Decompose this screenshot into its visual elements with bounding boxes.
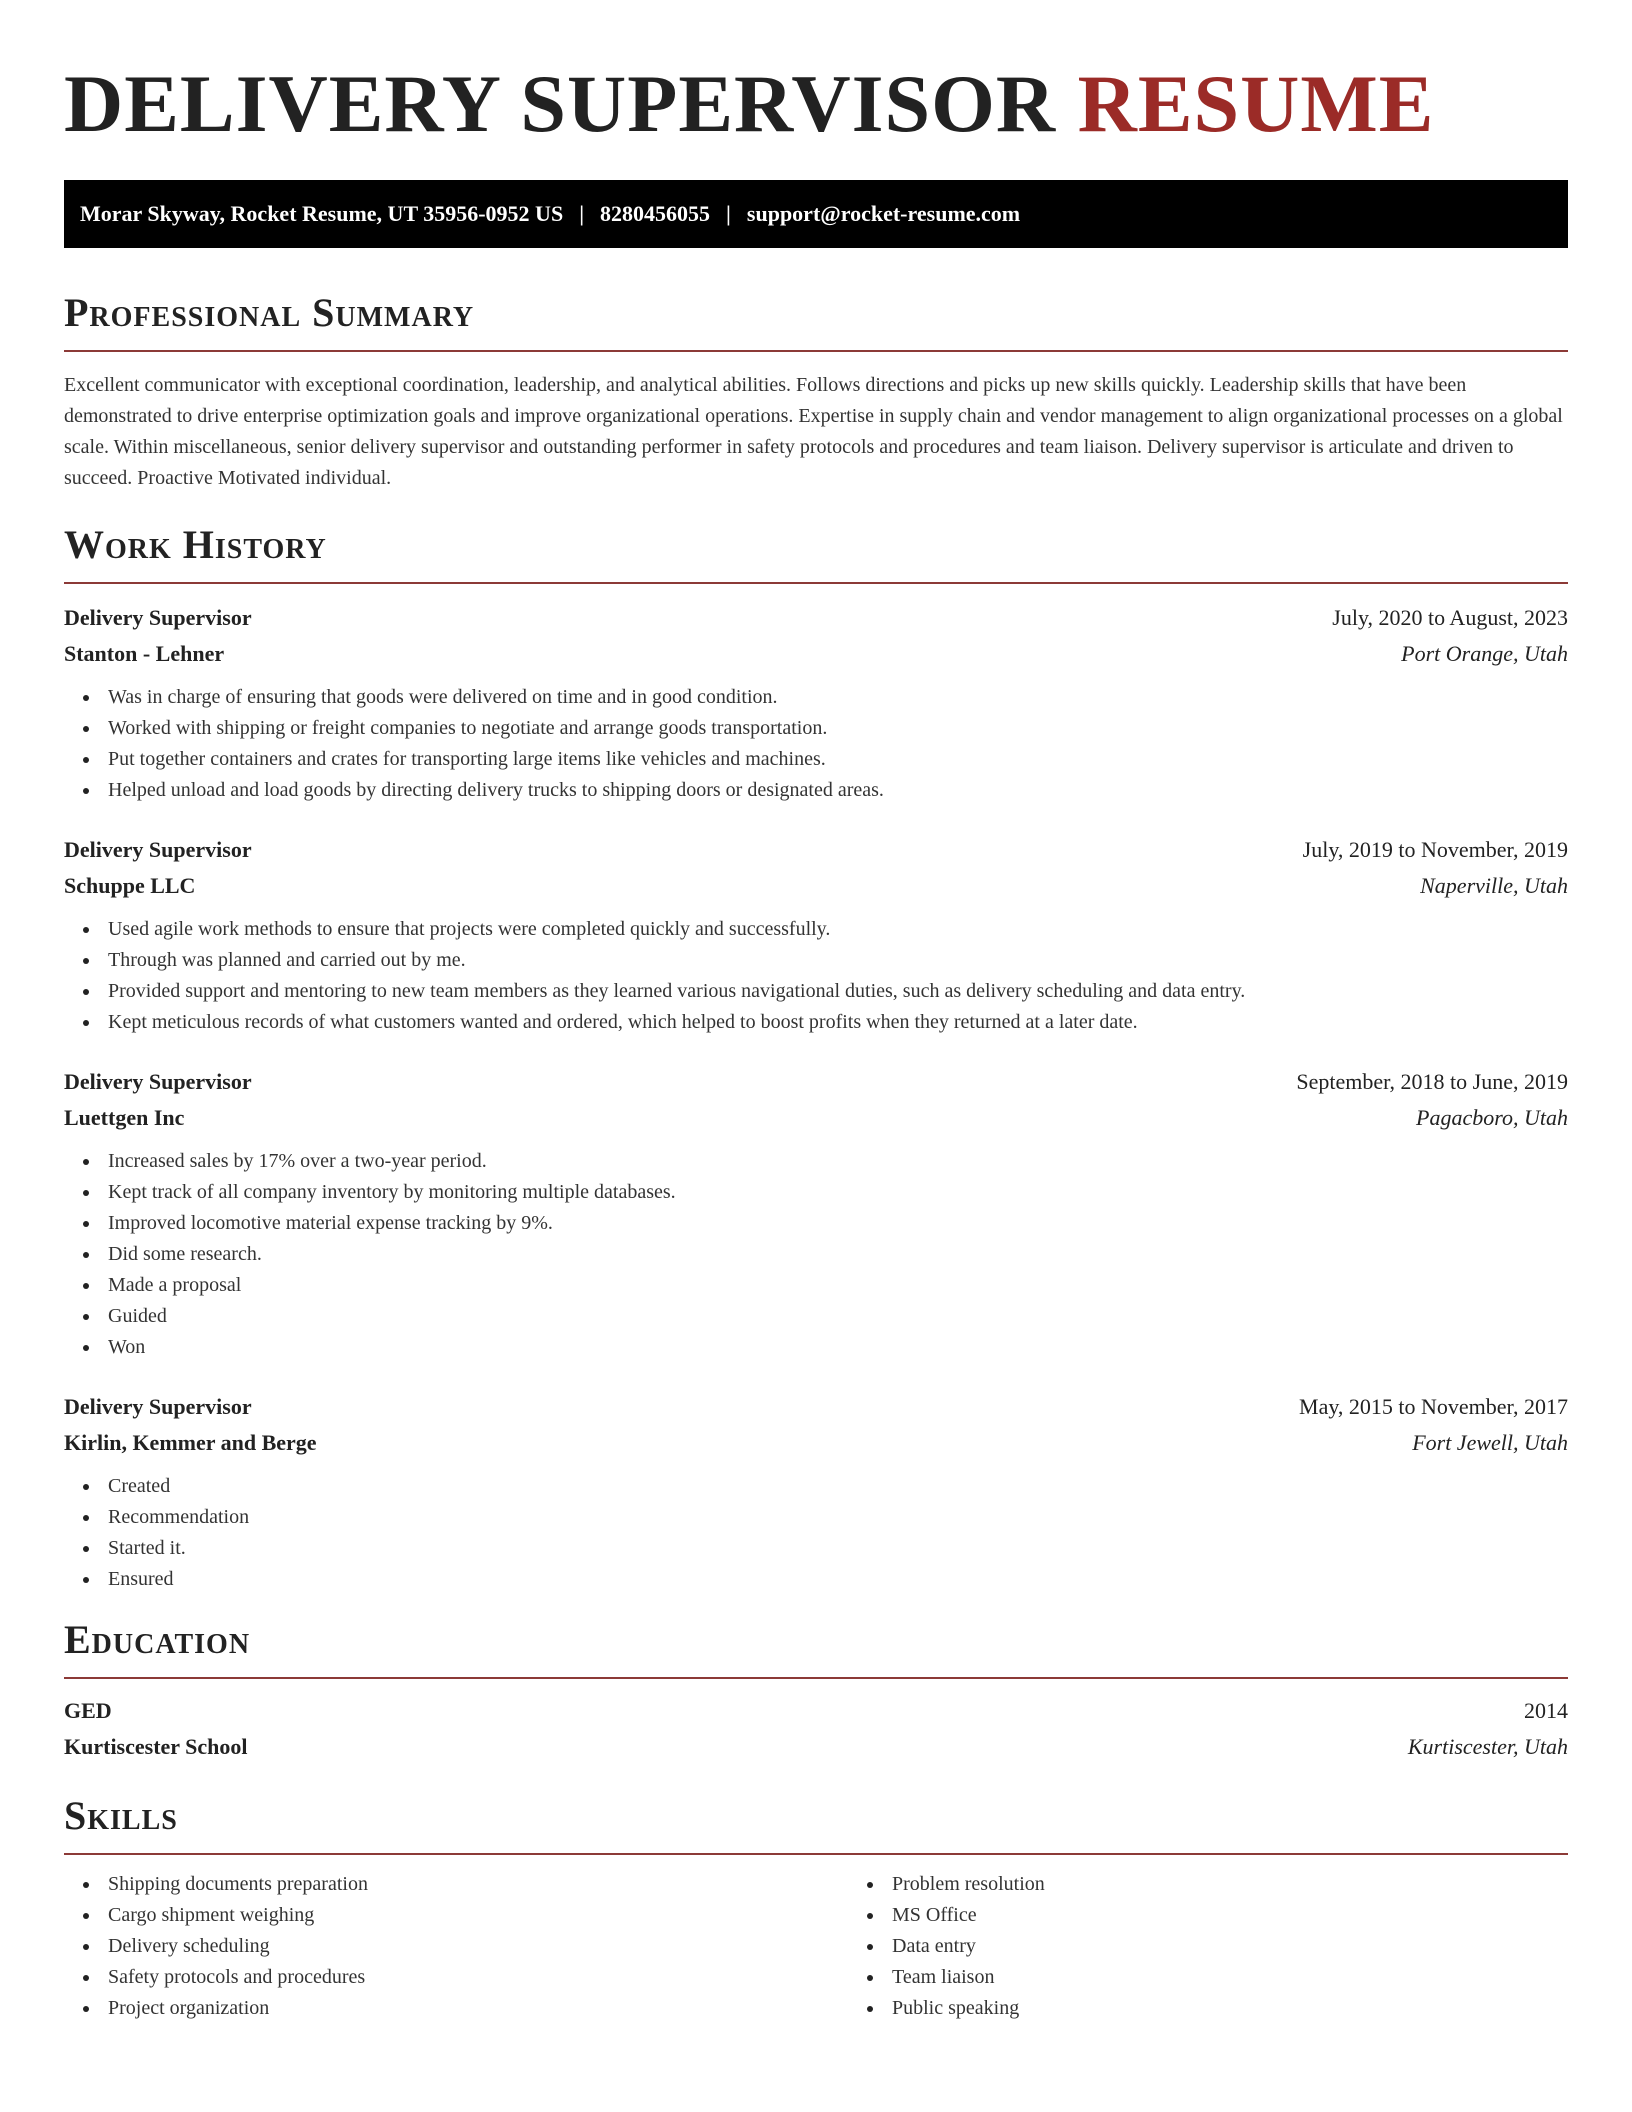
job-company: Schuppe LLC bbox=[64, 873, 196, 898]
contact-address: Morar Skyway, Rocket Resume, UT 35956-0952 US bbox=[80, 201, 564, 226]
skills-section bbox=[64, 1791, 1568, 2024]
skills-list-left bbox=[64, 1869, 848, 2024]
section-divider bbox=[64, 350, 1568, 352]
education-location: Kurtiscester, Utah bbox=[1407, 1734, 1568, 1759]
resume-page bbox=[64, 0, 1568, 2024]
job-bullets bbox=[64, 914, 1568, 1038]
skill-item: Public speaking bbox=[892, 1993, 1632, 2024]
job-bullets bbox=[64, 1471, 1568, 1595]
job-location: Fort Jewell, Utah bbox=[1412, 1430, 1568, 1455]
list-item: Ensured bbox=[108, 1564, 1568, 1595]
job-bullets bbox=[64, 1146, 1568, 1363]
list-item: Through was planned and carried out by me. bbox=[108, 945, 1568, 976]
title-main: DELIVERY SUPERVISOR bbox=[64, 58, 1057, 149]
contact-email: support@rocket-resume.com bbox=[746, 201, 1021, 226]
work-history-section bbox=[64, 520, 1568, 1595]
list-item: Was in charge of ensuring that goods were delivered on time and in good condition. bbox=[108, 682, 1568, 713]
list-item: Started it. bbox=[108, 1533, 1568, 1564]
education-degree: GED bbox=[64, 1698, 112, 1723]
skill-item: Shipping documents preparation bbox=[108, 1869, 848, 1900]
summary-text: Excellent communicator with exceptional coordination, leadership, and analytical abilities. Follows directions and picks up new skills quickly. Leadership skills that have been demonstrated to drive enterprise optimization goals and improve organizational operations. Expertise in supply chain and vendor management to align organizational processes on a global scale. Within miscellaneous, senior delivery supervisor and outstanding performer in safety protocols and procedures and team liaison. Delivery supervisor is articulate and driven to succeed. Proactive Motivated individual. bbox=[64, 374, 1563, 489]
job-title: Delivery Supervisor bbox=[64, 837, 252, 862]
list-item: Provided support and mentoring to new team members as they learned various navigational duties, such as delivery scheduling and data entry. bbox=[108, 976, 1568, 1007]
skill-item: Problem resolution bbox=[892, 1869, 1632, 1900]
list-item: Kept meticulous records of what customers wanted and ordered, which helped to boost profits when they returned at a later date. bbox=[108, 1007, 1568, 1038]
contact-separator: | bbox=[726, 201, 731, 226]
section-divider bbox=[64, 1853, 1568, 1855]
section-divider bbox=[64, 582, 1568, 584]
skills-heading: Skills bbox=[64, 1793, 178, 1838]
contact-phone: 8280456055 bbox=[600, 201, 711, 226]
job-bullets bbox=[64, 682, 1568, 806]
summary-section bbox=[64, 288, 1568, 494]
skill-item: Cargo shipment weighing bbox=[108, 1900, 848, 1931]
education-school: Kurtiscester School bbox=[64, 1734, 248, 1759]
title-accent: RESUME bbox=[1077, 58, 1435, 149]
list-item: Did some research. bbox=[108, 1239, 1568, 1270]
job-location: Naperville, Utah bbox=[1420, 873, 1568, 898]
list-item: Kept track of all company inventory by monitoring multiple databases. bbox=[108, 1177, 1568, 1208]
education-year: 2014 bbox=[1524, 1698, 1568, 1723]
education-heading: Education bbox=[64, 1617, 251, 1662]
job-company: Luettgen Inc bbox=[64, 1105, 185, 1130]
skill-item: Safety protocols and procedures bbox=[108, 1962, 848, 1993]
contact-bar bbox=[64, 180, 1568, 248]
contact-separator: | bbox=[579, 201, 585, 226]
work-history-heading: Work History bbox=[64, 522, 327, 567]
list-item: Improved locomotive material expense tracking by 9%. bbox=[108, 1208, 1568, 1239]
list-item: Won bbox=[108, 1332, 1568, 1363]
job-dates: September, 2018 to June, 2019 bbox=[1296, 1069, 1568, 1094]
section-divider bbox=[64, 1677, 1568, 1679]
skill-item: Data entry bbox=[892, 1931, 1632, 1962]
skill-item: Delivery scheduling bbox=[108, 1931, 848, 1962]
list-item: Helped unload and load goods by directing delivery trucks to shipping doors or designated areas. bbox=[108, 775, 1568, 806]
job-location: Pagacboro, Utah bbox=[1416, 1105, 1568, 1130]
summary-heading: Professional Summary bbox=[64, 290, 475, 335]
job-dates: July, 2020 to August, 2023 bbox=[1332, 605, 1568, 630]
job-company: Stanton - Lehner bbox=[64, 641, 225, 666]
skills-list-right bbox=[848, 1869, 1632, 2024]
list-item: Used agile work methods to ensure that projects were completed quickly and successfully. bbox=[108, 914, 1568, 945]
job-title: Delivery Supervisor bbox=[64, 605, 252, 630]
job-title: Delivery Supervisor bbox=[64, 1069, 252, 1094]
list-item: Created bbox=[108, 1471, 1568, 1502]
skill-item: Project organization bbox=[108, 1993, 848, 2024]
job-title: Delivery Supervisor bbox=[64, 1394, 252, 1419]
skill-item: MS Office bbox=[892, 1900, 1632, 1931]
list-item: Put together containers and crates for transporting large items like vehicles and machines. bbox=[108, 744, 1568, 775]
job-dates: July, 2019 to November, 2019 bbox=[1302, 837, 1568, 862]
education-section bbox=[64, 1615, 1568, 1765]
job-entry bbox=[64, 600, 1568, 806]
job-entry bbox=[64, 832, 1568, 1038]
resume-title bbox=[64, 0, 1568, 152]
skill-item: Team liaison bbox=[892, 1962, 1632, 1993]
job-dates: May, 2015 to November, 2017 bbox=[1299, 1394, 1568, 1419]
job-location: Port Orange, Utah bbox=[1401, 641, 1568, 666]
list-item: Guided bbox=[108, 1301, 1568, 1332]
skills-columns bbox=[64, 1869, 1568, 2024]
list-item: Increased sales by 17% over a two-year period. bbox=[108, 1146, 1568, 1177]
list-item: Made a proposal bbox=[108, 1270, 1568, 1301]
list-item: Recommendation bbox=[108, 1502, 1568, 1533]
job-entry bbox=[64, 1389, 1568, 1595]
job-entry bbox=[64, 1064, 1568, 1363]
list-item: Worked with shipping or freight companies to negotiate and arrange goods transportation. bbox=[108, 713, 1568, 744]
job-company: Kirlin, Kemmer and Berge bbox=[64, 1430, 317, 1455]
